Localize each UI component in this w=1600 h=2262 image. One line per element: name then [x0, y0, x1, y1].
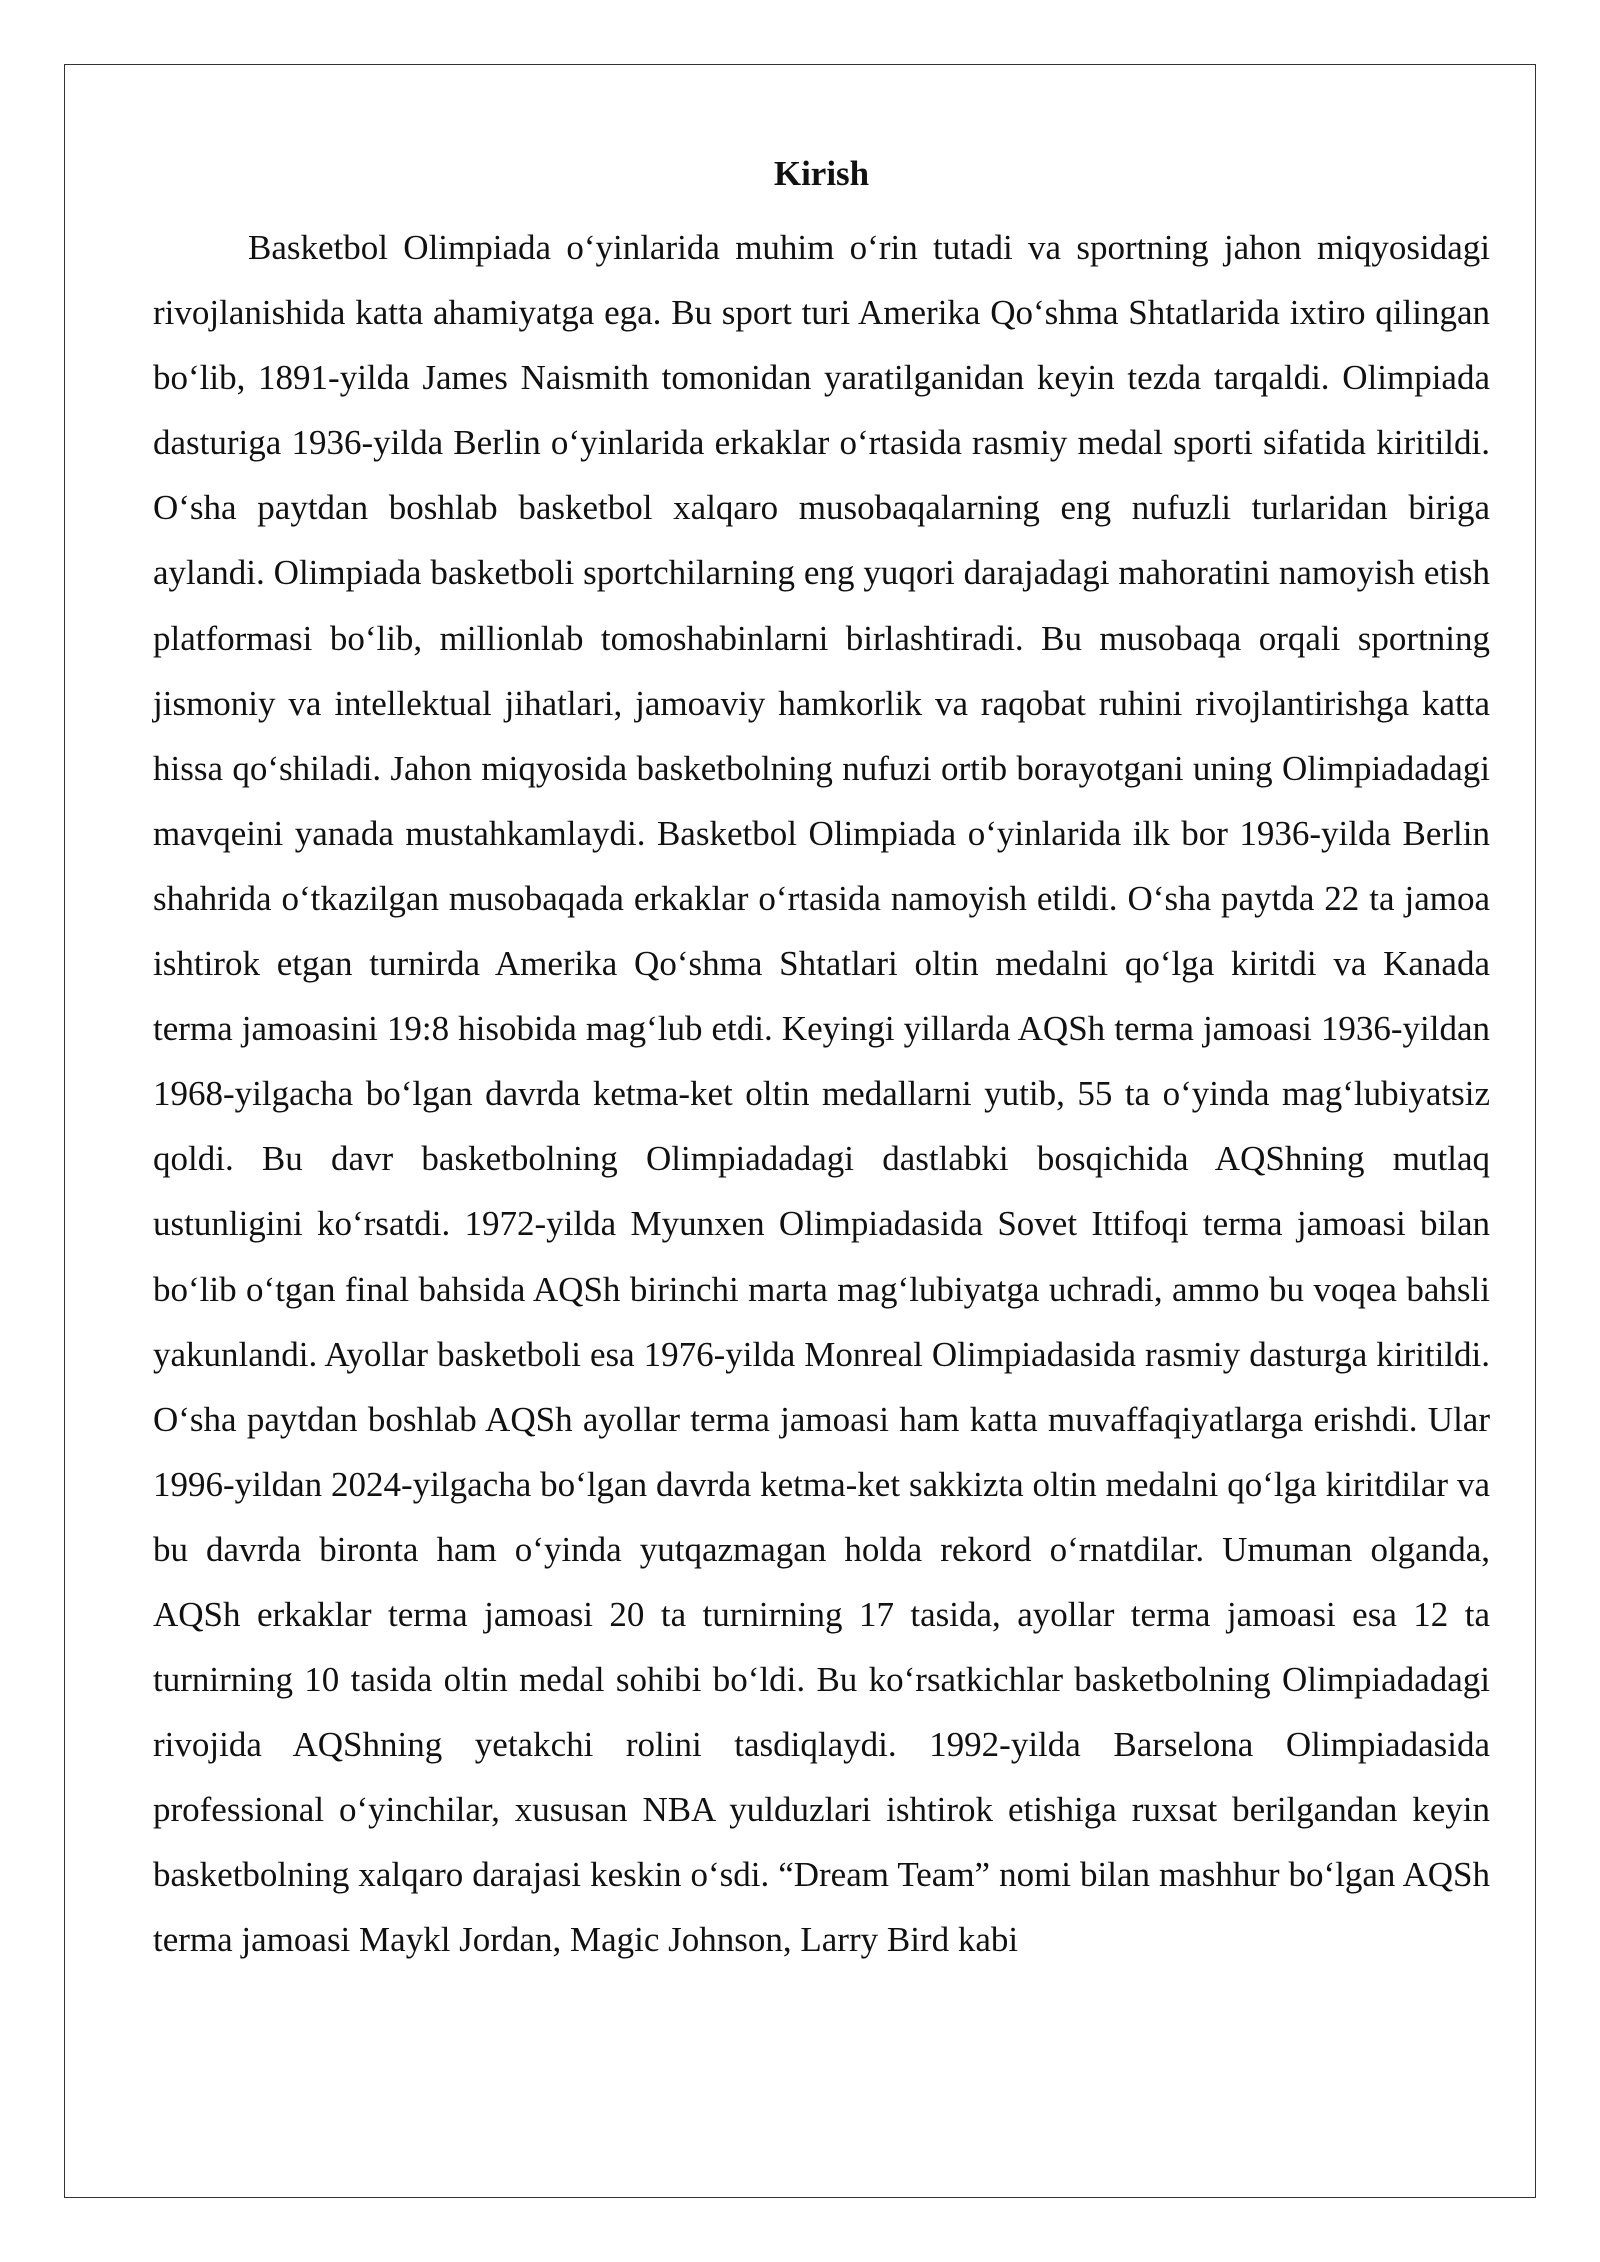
document-title: Kirish	[773, 154, 870, 193]
body-paragraph: Basketbol Olimpiada o‘yinlarida muhim o‘rin tutadi va sportning jahon miqyosidagi rivojlanishida katta ahamiyatga ega. Bu sport turi Amerika Qo‘shma Shtatlarida ixtiro qilingan bo‘lib, 1891-yilda James Naismith tomonidan yaratilganidan keyin tezda tarqaldi. Olimpiada dasturiga 1936-yilda Berlin o‘yinlarida erkaklar o‘rtasida rasmiy medal sporti sifatida kiritildi. O‘sha paytdan boshlab basketbol xalqaro musobaqalarning eng nufuzli turlaridan biriga aylandi. Olimpiada basketboli sportchilarning eng yuqori darajadagi mahoratini namoyish etish platformasi bo‘lib, millionlab tomoshabinlarni birlashtiradi. Bu musobaqa orqali sportning jismoniy va intellektual jihatlari, jamoaviy hamkorlik va raqobat ruhini rivojlantirishga katta hissa qo‘shiladi. Jahon miqyosida basketbolning nufuzi ortib borayotgani uning Olimpiadadagi mavqeini yanada mustahkamlaydi. Basketbol Olimpiada o‘yinlarida ilk bor 1936-yilda Berlin shahrida o‘tkazilgan musobaqada erkaklar o‘rtasida namoyish etildi. O‘sha paytda 22 ta jamoa ishtirok etgan turnirda Amerika Qo‘shma Shtatlari oltin medalni qo‘lga kiritdi va Kanada terma jamoasini 19:8 hisobida mag‘lub etdi. Keyingi yillarda AQSh terma jamoasi 1936-yildan 1968-yilgacha bo‘lgan davrda ketma-ket oltin medallarni yutib, 55 ta o‘yinda mag‘lubiyatsiz qoldi. Bu davr basketbolning Olimpiadadagi dastlabki bosqichida AQShning mutlaq ustunligini ko‘rsatdi. 1972-yilda Myunxen Olimpiadasida Sovet Ittifoqi terma jamoasi bilan bo‘lib o‘tgan final bahsida AQSh birinchi marta mag‘lubiyatga uchradi, ammo bu voqea bahsli yakunlandi. Ayollar basketboli esa 1976-yilda Monreal Olimpiadasida rasmiy dasturga kiritildi. O‘sha paytdan boshlab AQSh ayollar terma jamoasi ham katta muvaffaqiyatlarga erishdi. Ular 1996-yildan 2024-yilgacha bo‘lgan davrda ketma-ket sakkizta oltin medalni qo‘lga kiritdilar va bu davrda bironta ham o‘yinda yutqazmagan holda rekord o‘rnatdilar. Umuman olganda, AQSh erkaklar terma jamoasi 20 ta turnirning 17 tasida, ayollar terma jamoasi esa 12 ta turnirning 10 tasida oltin medal sohibi bo‘ldi. Bu ko‘rsatkichlar basketbolning Olimpiadadagi rivojida AQShning yetakchi rolini tasdiqlaydi. 1992-yilda Barselona Olimpiadasida professional o‘yinchilar, xususan NBA yulduzlari ishtirok etishiga ruxsat berilgandan keyin basketbolning xalqaro darajasi keskin o‘sdi. “Dream Team” nomi bilan mashhur bo‘lgan AQSh terma jamoasi Maykl Jordan, Magic Johnson, Larry Bird kabi	[153, 228, 1490, 1960]
